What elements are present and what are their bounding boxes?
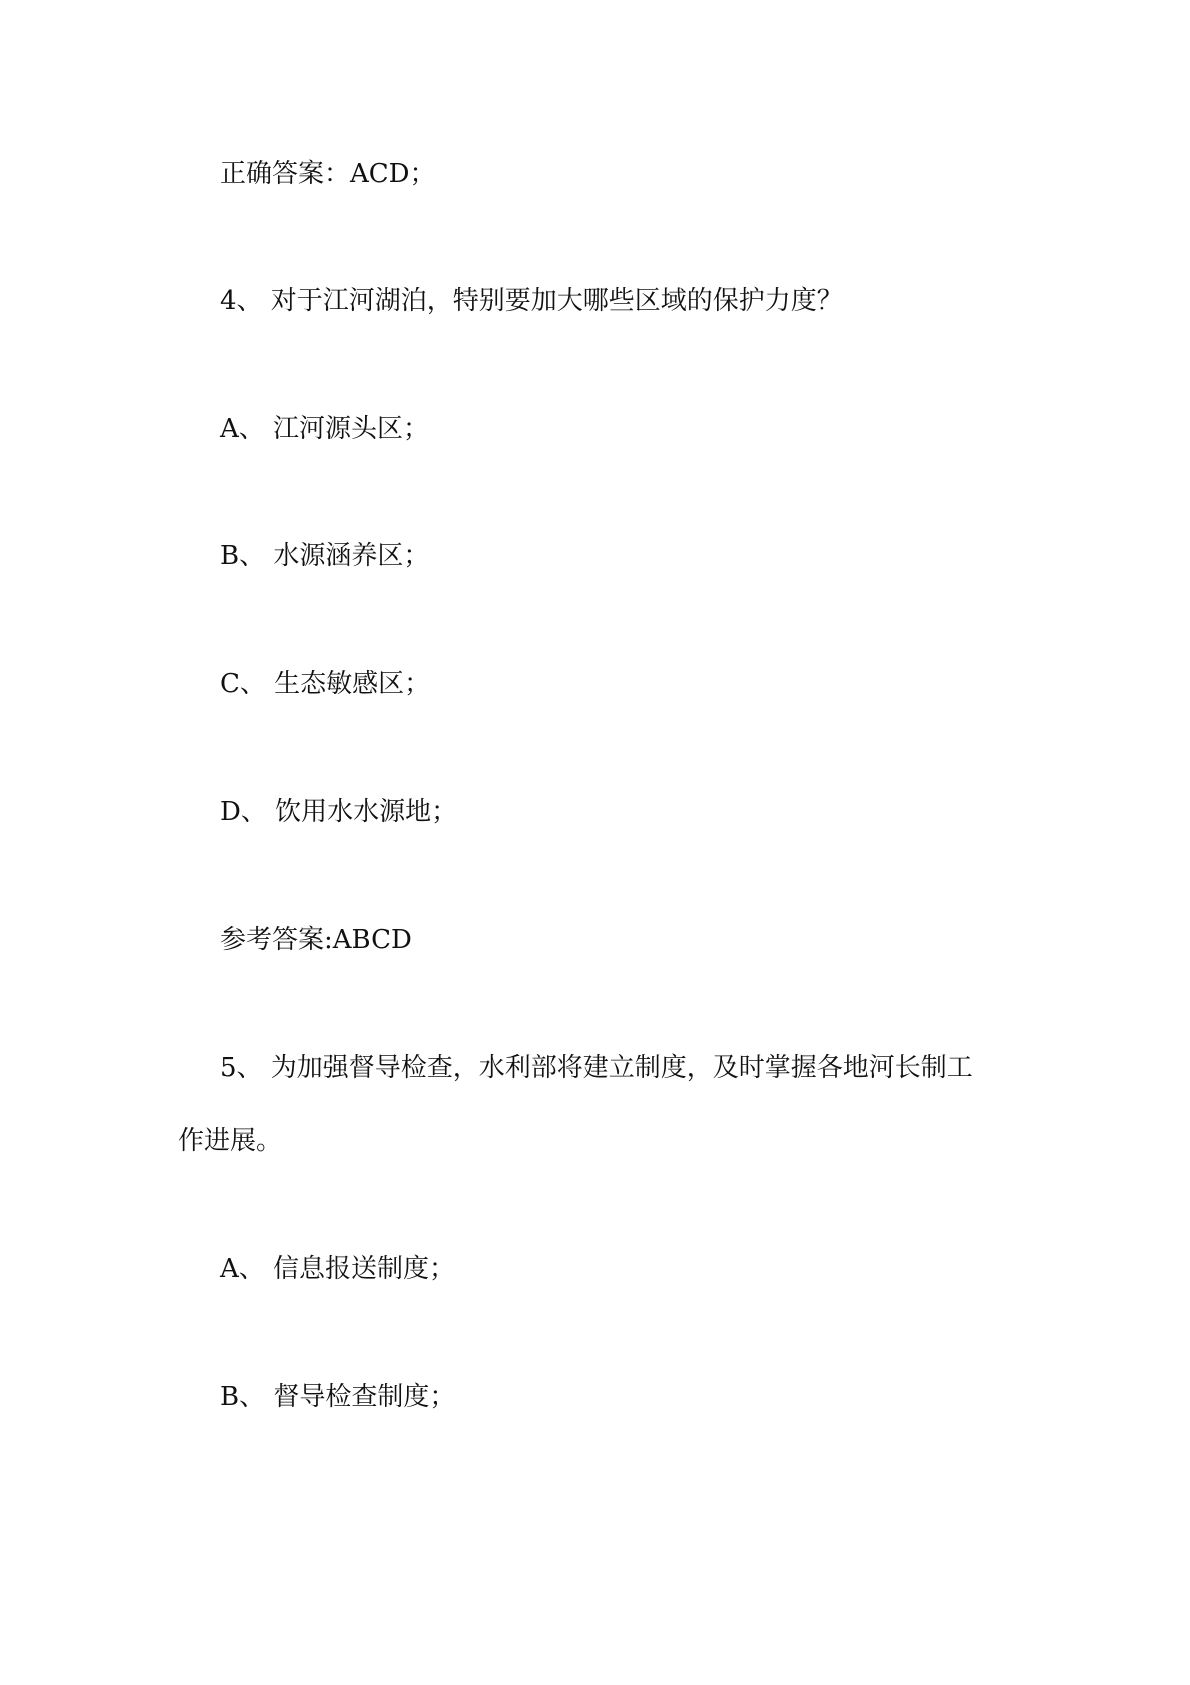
question-4-stem: 4、 对于江河湖泊，特别要加大哪些区域的保护力度？ bbox=[220, 286, 843, 316]
question-4-option-d: D、 饮用水水源地； bbox=[220, 797, 458, 827]
question-5-option-b: B、 督导检查制度； bbox=[220, 1382, 456, 1412]
question-5-option-a: A、 信息报送制度； bbox=[220, 1254, 456, 1284]
previous-answer-text: 正确答案：ACD； bbox=[220, 159, 436, 189]
question-4-answer: 参考答案:ABCD bbox=[220, 925, 412, 955]
question-4-option-a: A、 江河源头区； bbox=[220, 414, 430, 444]
question-5-stem-line-1: 5、 为加强督导检查，水利部将建立制度，及时掌握各地河长制工 bbox=[220, 1053, 973, 1083]
question-4-option-b: B、 水源涵养区； bbox=[220, 541, 430, 571]
question-4-option-c: C、 生态敏感区； bbox=[220, 669, 431, 699]
question-5-stem-line-2: 作进展。 bbox=[178, 1126, 283, 1156]
